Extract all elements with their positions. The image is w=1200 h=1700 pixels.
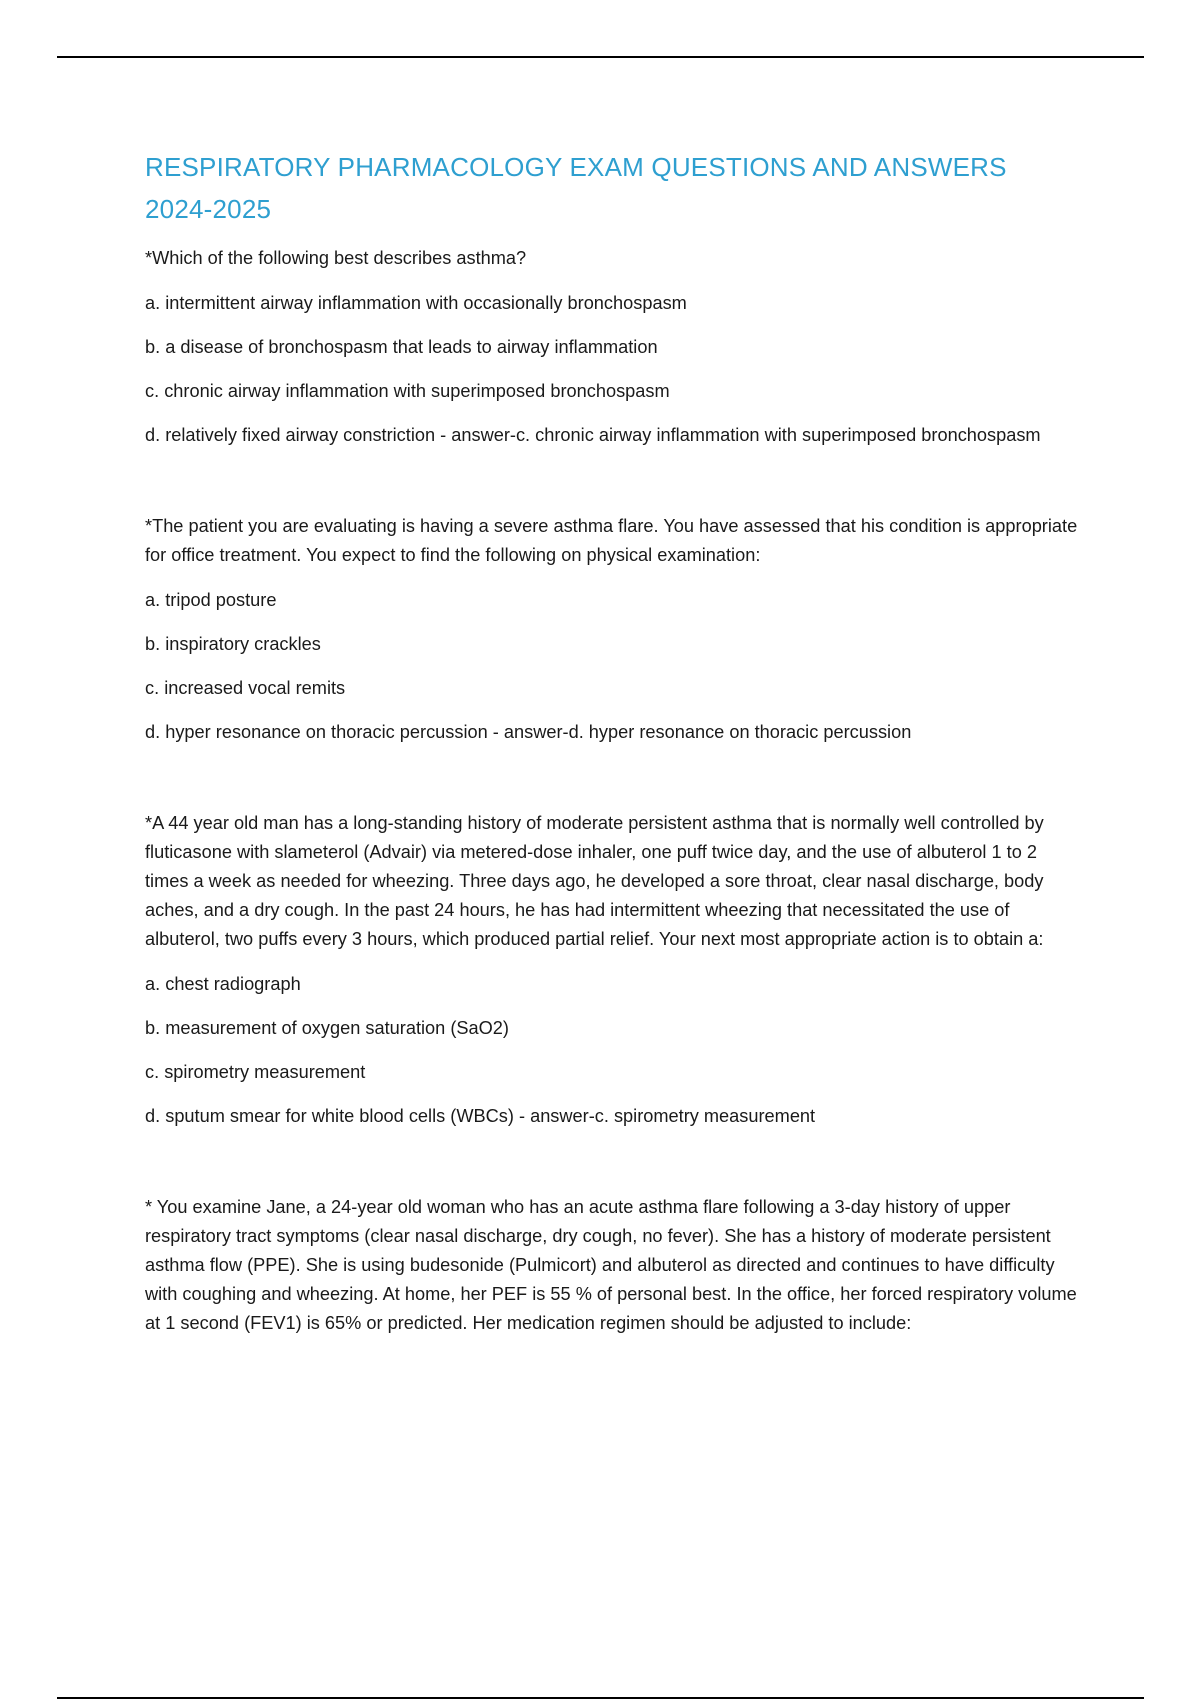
bottom-rule (57, 1697, 1144, 1699)
question-block-2 (145, 512, 1085, 747)
answer-option: d. relatively fixed airway constriction - answer-c. chronic airway inflammation with superimposed bronchospasm (145, 425, 1041, 445)
answer-option: b. inspiratory crackles (145, 634, 321, 654)
answer-option: a. intermittent airway inflammation with occasionally bronchospasm (145, 293, 687, 313)
answer-option: a. chest radiograph (145, 974, 301, 994)
question-text: *The patient you are evaluating is having a severe asthma flare. You have assessed that his condition is appropriate for office treatment. You expect to find the following on physical examination: (145, 516, 1078, 565)
top-rule (57, 56, 1144, 58)
spacer (145, 450, 1085, 512)
title-line-2: 2024-2025 (145, 194, 272, 224)
answer-option: d. hyper resonance on thoracic percussion - answer-d. hyper resonance on thoracic percussion (145, 722, 912, 742)
answer-option: b. measurement of oxygen saturation (SaO2) (145, 1018, 509, 1038)
answer-option: c. spirometry measurement (145, 1062, 366, 1082)
document-body (145, 146, 1085, 1354)
answer-option: d. sputum smear for white blood cells (WBCs) - answer-c. spirometry measurement (145, 1106, 816, 1126)
title-line-1: RESPIRATORY PHARMACOLOGY EXAM QUESTIONS AND ANSWERS (145, 152, 1007, 182)
document-title (145, 146, 1085, 230)
answer-option: c. chronic airway inflammation with superimposed bronchospasm (145, 381, 670, 401)
spacer (145, 747, 1085, 809)
answer-option: a. tripod posture (145, 590, 277, 610)
question-block-1 (145, 244, 1085, 450)
answer-option: b. a disease of bronchospasm that leads to airway inflammation (145, 337, 658, 357)
question-block-4 (145, 1193, 1085, 1338)
spacer (145, 1131, 1085, 1193)
question-block-3 (145, 809, 1085, 1131)
question-text: *A 44 year old man has a long-standing history of moderate persistent asthma that is normally well controlled by fluticasone with slameterol (Advair) via metered-dose inhaler, one puff twice day, and the use of albuterol 1 to 2 times a week as needed for wheezing. Three days ago, he developed a sore throat, clear nasal discharge, body aches, and a dry cough. In the past 24 hours, he has had intermittent wheezing that necessitated the use of albuterol, two puffs every 3 hours, which produced partial relief. Your next most appropriate action is to obtain a: (145, 813, 1044, 949)
question-text: *Which of the following best describes asthma? (145, 248, 527, 268)
answer-option: c. increased vocal remits (145, 678, 346, 698)
question-text: * You examine Jane, a 24-year old woman who has an acute asthma flare following a 3-day history of upper respiratory tract symptoms (clear nasal discharge, dry cough, no fever). She has a history of moderate persistent asthma flow (PPE). She is using budesonide (Pulmicort) and albuterol as directed and continues to have difficulty with coughing and wheezing. At home, her PEF is 55 % of personal best. In the office, her forced respiratory volume at 1 second (FEV1) is 65% or predicted. Her medication regimen should be adjusted to include: (145, 1197, 1077, 1333)
